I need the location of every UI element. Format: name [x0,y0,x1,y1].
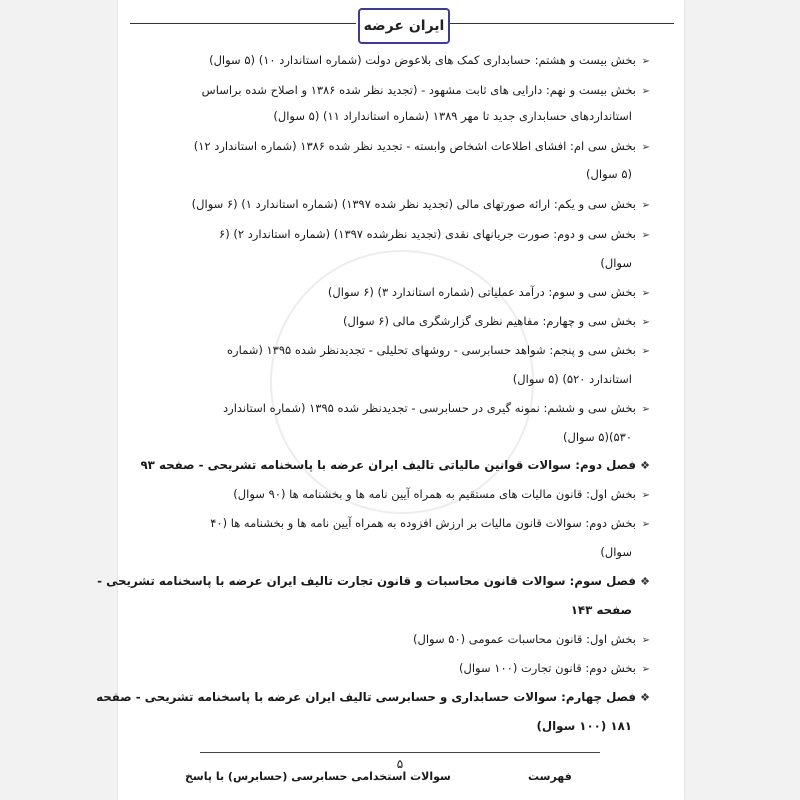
toc-item-continuation [600,540,632,564]
toc-item [192,192,650,216]
toc-item [209,48,650,72]
toc-item [140,453,650,477]
arrow-bullet-icon: ➢ [641,635,650,646]
toc-item [328,280,650,304]
header-rule-left [130,23,356,24]
toc-item-text: ۵۳۰)(۵ سوال) [563,430,632,444]
toc-item-text: بخش سی و یکم: ارائه صورتهای مالی (تجدید نظر شده ۱۳۹۷) (شماره استاندارد ۱) (۶ سوال) [191,197,636,211]
toc-item-text: سوال) [600,545,632,559]
toc-item-text: بخش سی و دوم: صورت جریانهای نقدی (تجدید نظرشده ۱۳۹۷) (شماره استاندارد ۲) (۶ [219,227,636,241]
toc-item-text: بخش سی و ششم: نمونه گیری در حسابرسی - تجدیدنظر شده ۱۳۹۵ (شماره استاندارد [223,401,636,415]
brand-logo [358,8,450,44]
toc-item-text: بخش بیست و نهم: دارایی های ثابت مشهود - (تجدید نظر شده ۱۳۸۶ و اصلاح شده براساس [201,83,636,97]
toc-item [233,482,650,506]
toc-item-text: بخش دوم: سوالات قانون مالیات بر ارزش افزوده به همراه آیین نامه ها و بخشنامه ها (۴۰ [210,516,636,530]
diamond-bullet-icon: ❖ [640,691,650,704]
arrow-bullet-icon: ➢ [641,288,650,299]
toc-item-text: بخش اول: قانون محاسبات عمومی (۵۰ سوال) [413,632,636,646]
toc-item-text: بخش سی و سوم: درآمد عملیاتی (شماره استاندارد ۳) (۶ سوال) [327,285,636,299]
toc-item-continuation [537,714,633,738]
arrow-bullet-icon: ➢ [641,317,650,328]
toc-item [227,338,650,362]
toc-item [459,656,650,680]
toc-item-text: استاندارد ۵۲۰) (۵ سوال) [512,372,632,386]
toc-item-text: (۵ سوال) [586,167,632,181]
toc-item-text: ۱۸۱ (۱۰۰ سوال) [536,719,632,733]
footer-book-title: سوالات استخدامی حسابرسی (حسابرس) با پاسخ [185,770,451,783]
arrow-bullet-icon: ➢ [641,404,650,415]
arrow-bullet-icon: ➢ [641,142,650,153]
toc-item-continuation [586,162,632,186]
toc-item-continuation [563,425,632,449]
arrow-bullet-icon: ➢ [641,200,650,211]
toc-item-text: بخش سی و پنجم: شواهد حسابرسی - روشهای تحلیلی - تجدیدنظر شده ۱۳۹۵ (شماره [226,343,636,357]
toc-item [97,569,650,593]
toc-item-text: بخش سی ام: افشای اطلاعات اشخاص وابسته - تجدید نظر شده ۱۳۸۶ (شماره استاندارد ۱۲) [193,139,636,153]
toc-item [210,511,650,535]
toc-item-continuation [600,251,632,275]
arrow-bullet-icon: ➢ [641,490,650,501]
toc-item [96,685,650,709]
toc-item-text: فصل دوم: سوالات قوانین مالیاتی تالیف ایران عرضه با پاسخنامه تشریحی - صفحه ۹۳ [140,458,636,472]
arrow-bullet-icon: ➢ [641,56,650,67]
arrow-bullet-icon: ➢ [641,230,650,241]
toc-item [202,78,650,102]
toc-item-text: استانداردهای حسابداری جدید تا مهر ۱۳۸۹ (شماره استانداراد ۱۱) (۵ سوال) [273,109,632,123]
toc-item-text: بخش بیست و هشتم: حسابداری کمک های بلاعوض دولت (شماره استاندارد ۱۰) (۵ سوال) [209,53,636,67]
diamond-bullet-icon: ❖ [640,459,650,472]
footer-rule [200,752,600,753]
arrow-bullet-icon: ➢ [641,346,650,357]
toc-item [223,396,650,420]
toc-item [413,627,650,651]
toc-item-text: بخش سی و چهارم: مفاهیم نظری گزارشگری مالی (۶ سوال) [342,314,636,328]
toc-item-continuation [273,104,632,128]
toc-item-text: سوال) [600,256,632,270]
toc-item-text: بخش اول: قانون مالیات های مستقیم به همراه آیین نامه ها و بخشنامه ها (۹۰ سوال) [233,487,636,501]
toc-item-text: فصل چهارم: سوالات حسابداری و حسابرسی تالیف ایران عرضه با پاسخنامه تشریحی - صفحه [96,690,636,704]
header-rule-right [448,23,674,24]
page-number: ۵ [396,757,404,771]
logo-text: ایران عرضه [363,18,445,34]
toc-item-continuation [513,367,632,391]
toc-item-text: فصل سوم: سوالات قانون محاسبات و قانون تجارت تالیف ایران عرضه با پاسخنامه تشریحی - [97,574,636,588]
arrow-bullet-icon: ➢ [641,664,650,675]
toc-item [219,222,650,246]
arrow-bullet-icon: ➢ [641,86,650,97]
toc-item-continuation [571,598,632,622]
footer-section-label: فهرست [528,770,572,783]
toc-item-text: بخش دوم: قانون تجارت (۱۰۰ سوال) [459,661,636,675]
toc-item [194,134,650,158]
toc-item-text: صفحه ۱۴۳ [570,603,632,617]
diamond-bullet-icon: ❖ [640,575,650,588]
arrow-bullet-icon: ➢ [641,519,650,530]
toc-item [343,309,650,333]
